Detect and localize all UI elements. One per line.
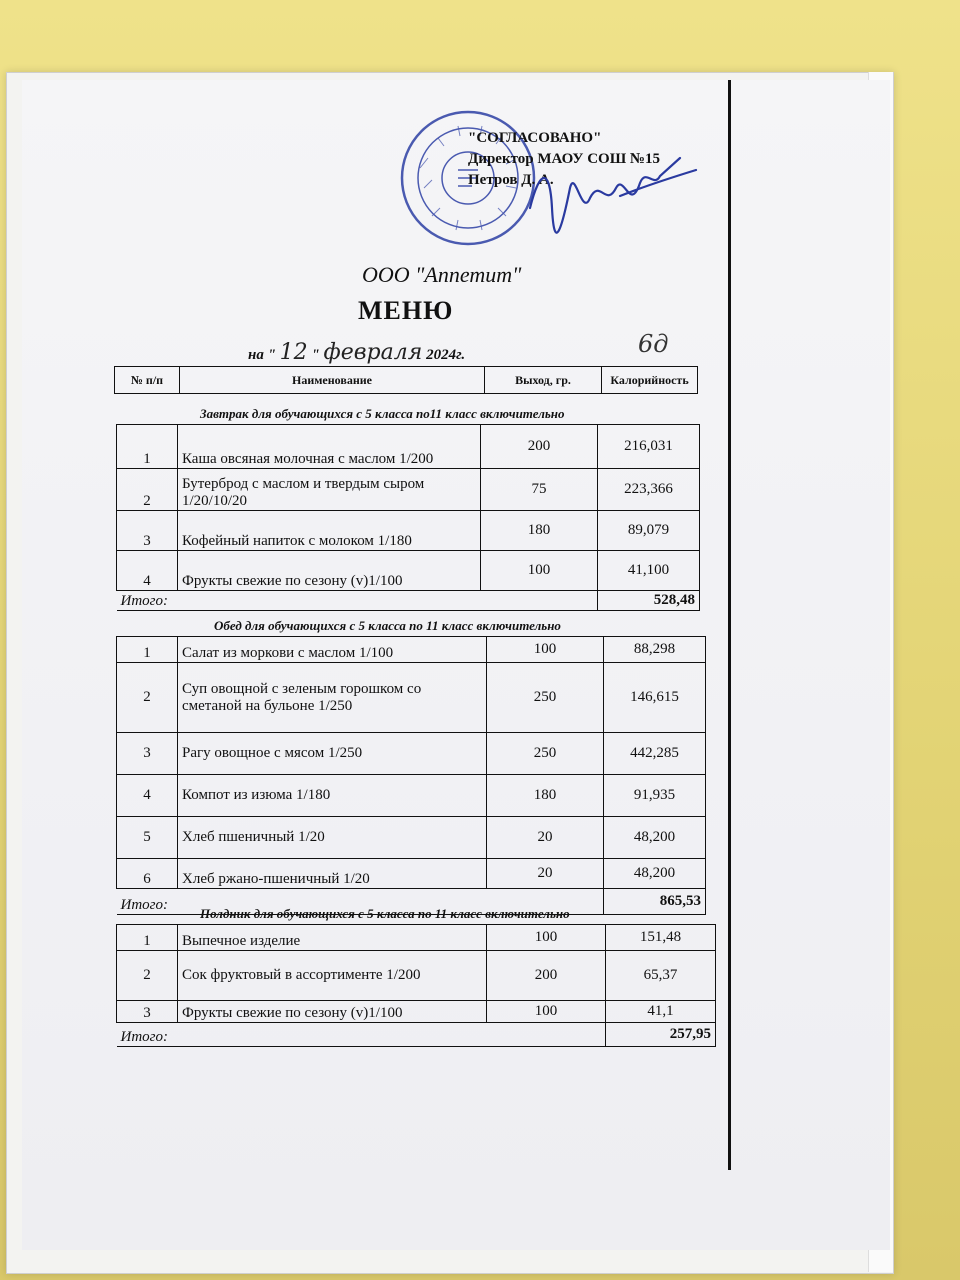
menu-title: МЕНЮ [358,296,454,325]
row-num: 2 [117,663,178,733]
row-cal: 146,615 [604,663,706,733]
row-num: 3 [117,511,178,551]
menu-header-table [114,366,698,394]
row-cal: 88,298 [604,637,706,663]
table-row [117,951,716,1001]
breakfast-table [116,424,700,611]
row-cal: 41,1 [606,1001,716,1023]
row-num: 5 [117,817,178,859]
table-row [117,733,706,775]
row-out: 20 [487,817,604,859]
section-breakfast-title: Завтрак для обучающихся с 5 класса по11 класс включительно [200,406,565,421]
row-num: 2 [117,469,178,511]
row-out: 75 [481,469,598,511]
row-name: Хлеб ржано-пшеничный 1/20 [178,859,487,889]
snack-table [116,924,716,1047]
table-row [117,925,716,951]
date-month: февраля [323,340,423,365]
row-name: Кофейный напиток с молоком 1/180 [178,511,481,551]
row-num: 4 [117,551,178,591]
row-num: 4 [117,775,178,817]
row-cal: 223,366 [598,469,700,511]
row-cal: 216,031 [598,425,700,469]
row-out: 200 [481,425,598,469]
header-name: Наименование [180,367,485,394]
date-mid: " [311,347,320,363]
row-cal: 65,37 [606,951,716,1001]
table-row [117,1001,716,1023]
table-row [117,425,700,469]
row-cal: 41,100 [598,551,700,591]
row-name: Салат из моркови с маслом 1/100 [178,637,487,663]
total-value: 528,48 [598,591,700,611]
table-row [117,817,706,859]
row-name: Фрукты свежие по сезону (v)1/100 [178,551,481,591]
table-row [117,859,706,889]
total-row [117,1023,716,1047]
row-out: 100 [481,551,598,591]
row-name: Бутерброд с маслом и твердым сыром 1/20/10/20 [178,469,481,511]
handwritten-note: 6д [638,330,669,358]
approval-title: "СОГЛАСОВАНО" [468,130,602,146]
header-num: № п/п [115,367,180,394]
row-out: 180 [487,775,604,817]
total-value: 865,53 [604,889,706,915]
date-day: 12 [279,340,308,365]
header-row [115,367,698,394]
sheet-vertical-line [728,80,731,1170]
row-cal: 48,200 [604,859,706,889]
row-num: 2 [117,951,178,1001]
total-label: Итого: [117,591,598,611]
menu-date [248,340,465,365]
table-row [117,775,706,817]
approval-director: Директор МАОУ СОШ №15 [468,151,660,167]
table-row [117,551,700,591]
lunch-table [116,636,706,915]
row-name: Сок фруктовый в ассортименте 1/200 [178,951,487,1001]
row-out: 180 [481,511,598,551]
total-value: 257,95 [606,1023,716,1047]
total-label: Итого: [117,1023,606,1047]
table-row [117,511,700,551]
row-num: 3 [117,733,178,775]
row-cal: 442,285 [604,733,706,775]
section-lunch-title: Обед для обучающихся с 5 класса по 11 класс включительно [214,618,561,633]
header-out: Выход, гр. [485,367,602,394]
row-out: 100 [487,1001,606,1023]
row-out: 250 [487,663,604,733]
row-cal: 89,079 [598,511,700,551]
row-out: 100 [487,925,606,951]
row-cal: 91,935 [604,775,706,817]
section-snack-title: Полдник для обучающихся с 5 класса по 11 класс включительно [200,906,570,921]
total-row [117,591,700,611]
row-name: Суп овощной с зеленым горошком со сметаной на бульоне 1/250 [178,663,487,733]
row-num: 1 [117,925,178,951]
row-out: 100 [487,637,604,663]
row-out: 20 [487,859,604,889]
table-row [117,663,706,733]
approval-person: Петров Д. А. [468,172,554,188]
row-cal: 151,48 [606,925,716,951]
row-name: Каша овсяная молочная с маслом 1/200 [178,425,481,469]
row-num: 3 [117,1001,178,1023]
table-row [117,469,700,511]
row-num: 1 [117,637,178,663]
row-name: Выпечное изделие [178,925,487,951]
company-name: ООО "Аппетит" [362,262,522,287]
signature-icon [520,148,700,248]
total-label: Итого: [117,889,604,915]
table-row [117,637,706,663]
date-suffix: 2024г. [426,347,466,363]
row-name: Рагу овощное с мясом 1/250 [178,733,487,775]
row-num: 6 [117,859,178,889]
row-out: 250 [487,733,604,775]
row-name: Компот из изюма 1/180 [178,775,487,817]
row-name: Фрукты свежие по сезону (v)1/100 [178,1001,487,1023]
row-name: Хлеб пшеничный 1/20 [178,817,487,859]
header-cal: Калорийность [602,367,698,394]
row-out: 200 [487,951,606,1001]
row-cal: 48,200 [604,817,706,859]
date-prefix: на " [248,347,276,363]
row-num: 1 [117,425,178,469]
